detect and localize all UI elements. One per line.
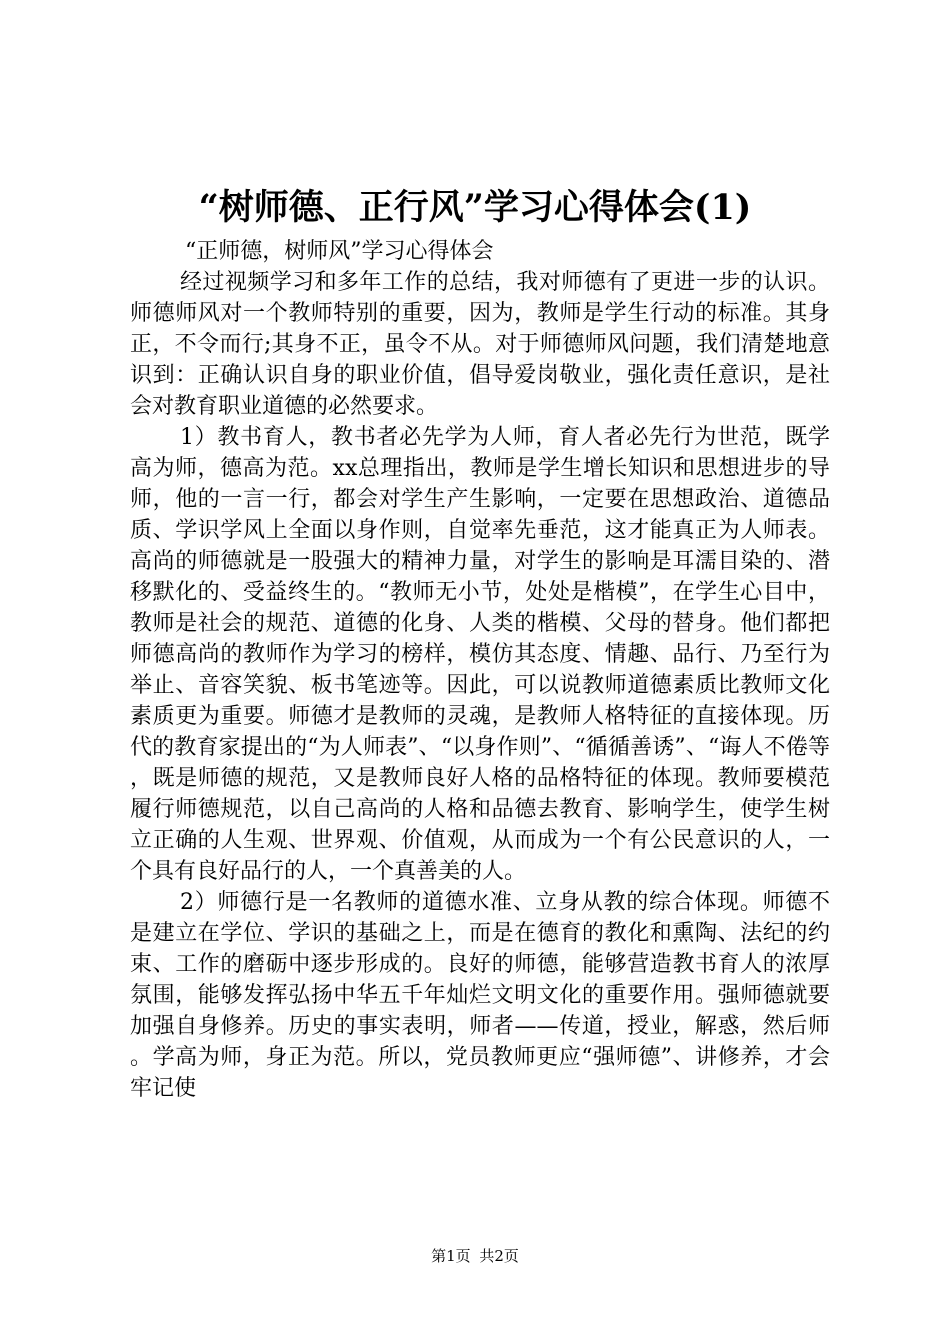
- document-subtitle: “正师德，树师风”学习心得体会: [185, 239, 494, 264]
- document-body: [130, 236, 830, 1104]
- document-title: “树师德、正行风”学习心得体会(1): [198, 187, 752, 228]
- paragraph-point-2: 2）师德行是一名教师的道德水准、立身从教的综合体现。师德不是建立在学位、学识的基础之上，而是在德育的教化和熏陶、法纪的约束、工作的磨砺中逐步形成的。良好的师德，能够营造教书育人的浓厚氛围，能够发挥弘扬中华五千年灿烂文明文化的重要作用。强师德就要加强自身修养。历史的事实表明，师者——传道，授业，解惑，然后师。学高为师，身正为范。所以，党员教师更应“强师德”、讲修养，才会牢记使: [130, 890, 830, 1101]
- paragraph-point-1: 1）教书育人，教书者必先学为人师，育人者必先行为世范，既学高为师，德高为范。xx总理指出，教师是学生增长知识和思想进步的导师，他的一言一行，都会对学生产生影响，一定要在思想政治、道德品质、学识学风上全面以身作则，自觉率先垂范，这才能真正为人师表。高尚的师德就是一股强大的精神力量，对学生的影响是耳濡目染的、潜移默化的、受益终生的。“教师无小节，处处是楷模”，在学生心目中，教师是社会的规范、道德的化身、人类的楷模、父母的替身。他们都把师德高尚的教师作为学习的榜样，模仿其态度、情趣、品行、乃至行为举止、音容笑貌、板书笔迹等。因此，可以说教师道德素质比教师文化素质更为重要。师德才是教师的灵魂，是教师人格特征的直接体现。历代的教育家提出的“为人师表”、“以身作则”、“循循善诱”、“诲人不倦等，既是师德的规范，又是教师良好人格的品格特征的体现。教师要模范履行师德规范，以自己高尚的人格和品德去教育、影响学生，使学生树立正确的人生观、世界观、价值观，从而成为一个有公民意识的人，一个具有良好品行的人，一个真善美的人。: [130, 425, 830, 884]
- page-footer: 第1页 共2页: [431, 1247, 519, 1265]
- paragraph-intro: 经过视频学习和多年工作的总结，我对师德有了更进一步的认识。师德师风对一个教师特别的重要，因为，教师是学生行动的标准。其身正，不令而行;其身不正，虽令不从。对于师德师风问题，我们清楚地意识到：正确认识自身的职业价值，倡导爱岗敬业，强化责任意识，是社会对教育职业道德的必然要求。: [130, 270, 830, 419]
